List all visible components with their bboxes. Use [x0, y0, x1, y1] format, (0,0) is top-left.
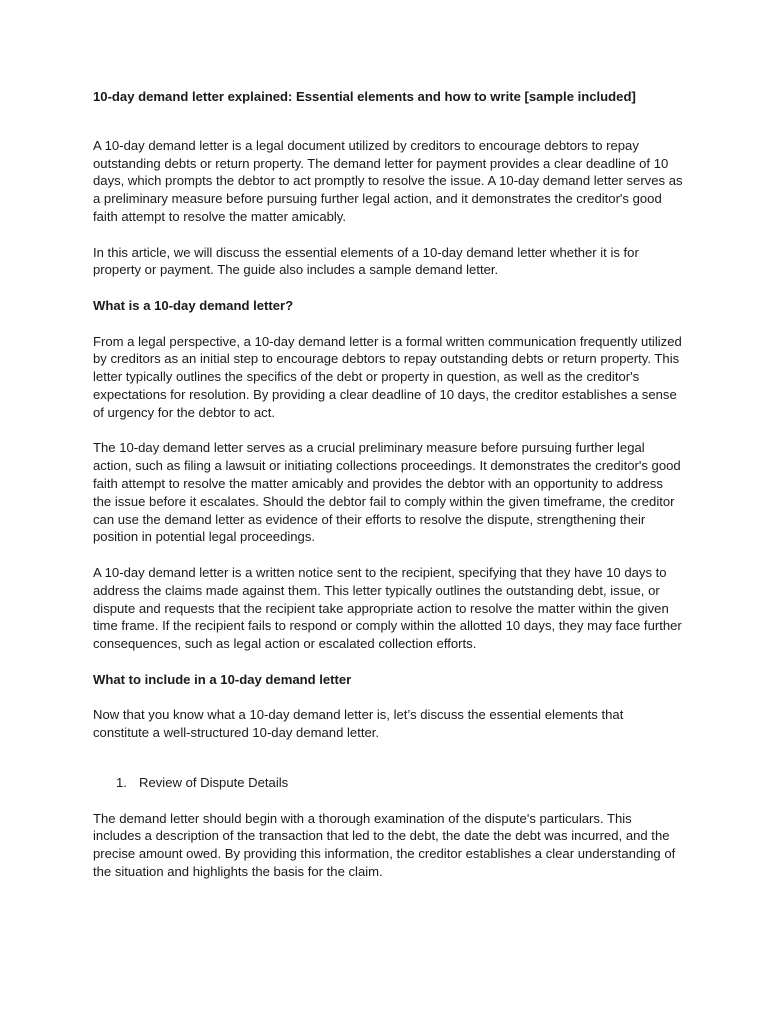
- list-item: [93, 774, 683, 792]
- intro-paragraph: A 10-day demand letter is a legal document utilized by creditors to encourage debtors to repay outstanding debts or return property. The demand letter for payment provides a clear deadline of 10 days, which prompts the debtor to act promptly to resolve the issue. A 10-day demand letter serves as a preliminary measure before pursuing further legal action, and it demonstrates the creditor's good faith attempt to resolve the matter amicably.: [93, 137, 683, 224]
- document-page: [93, 88, 683, 899]
- body-paragraph: The 10-day demand letter serves as a crucial preliminary measure before pursuing further legal action, such as filing a lawsuit or initiating collections proceedings. It demonstrates the creditor's good faith attempt to resolve the matter amicably and provides the debtor with an opportunity to address the issue before it escalates. Should the debtor fail to comply within the given timeframe, the creditor can use the demand letter as evidence of their efforts to resolve the dispute, strengthening their position in potential legal proceedings.: [93, 440, 681, 545]
- list-item-number: 1.: [116, 774, 127, 790]
- body-paragraph: The demand letter should begin with a thorough examination of the dispute's particulars. This includes a description of the transaction that led to the debt, the date the debt was incurred, and the precise amount owed. By providing this information, the creditor establishes a clear understanding of the situation and highlights the basis for the claim.: [93, 810, 676, 880]
- section-heading: What is a 10-day demand letter?: [93, 297, 294, 313]
- body-paragraph: From a legal perspective, a 10-day demand letter is a formal written communication frequently utilized by creditors as an initial step to encourage debtors to repay outstanding debts or return property. This letter typically outlines the specifics of the debt or property in question, as well as the creditor's expectations for resolution. By providing a clear deadline of 10 days, the creditor establishes a sense of urgency for the debtor to act.: [93, 333, 682, 420]
- body-paragraph: Now that you know what a 10-day demand letter is, let’s discuss the essential elements that constitute a well-structured 10-day demand letter.: [93, 707, 624, 741]
- list-item-label: Review of Dispute Details: [139, 774, 289, 790]
- body-paragraph: A 10-day demand letter is a written notice sent to the recipient, specifying that they have 10 days to address the claims made against them. This letter typically outlines the outstanding debt, issue, or dispute and requests that the recipient take appropriate action to resolve the matter within the given time frame. If the recipient fails to respond or comply within the allotted 10 days, they may face further consequences, such as legal action or escalated collection efforts.: [93, 564, 682, 652]
- document-title: 10-day demand letter explained: Essential elements and how to write [sample included]: [93, 89, 636, 104]
- numbered-list: [93, 774, 683, 792]
- intro-paragraph: In this article, we will discuss the essential elements of a 10-day demand letter whether it is for property or payment. The guide also includes a sample demand letter.: [93, 244, 639, 278]
- section-heading: What to include in a 10-day demand letter: [93, 671, 352, 687]
